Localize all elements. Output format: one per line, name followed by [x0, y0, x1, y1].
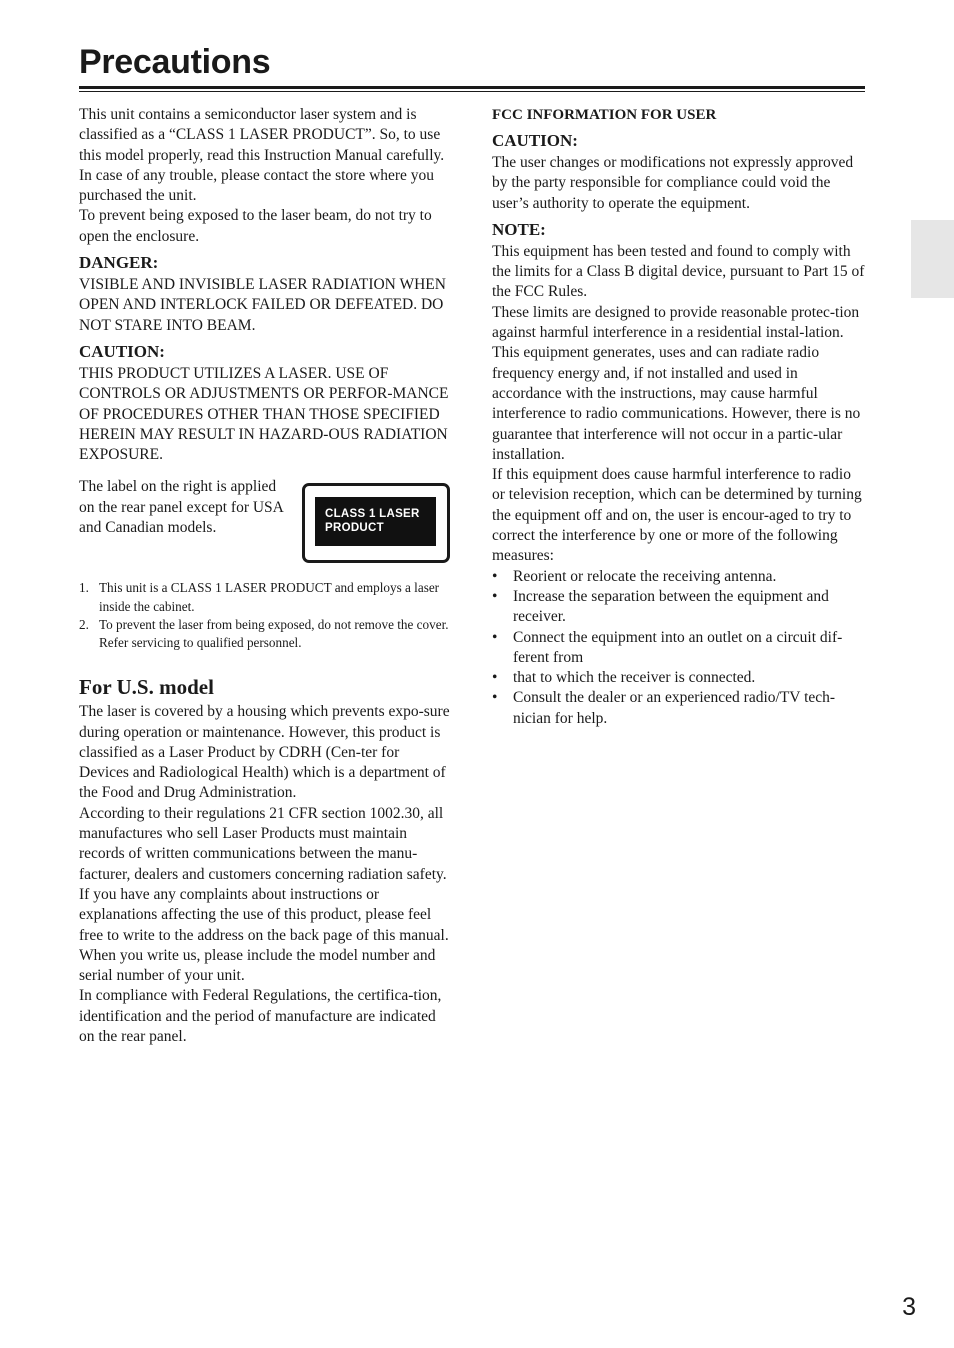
fcc-note-paragraph-2: These limits are designed to provide reasonable protec-tion against harmful interference in a residential instal-lation. This equipment generates, uses and can radiate radio frequency energy and, if not installed and used in accordance with the instructions, may cause harmful interference to radio communications. However, there is no guarantee that interference will not occur in a partic-ular installation. [492, 303, 861, 463]
list-item-text: To prevent the laser from being exposed, do not remove the cover. Refer servicing to qualified personnel. [99, 616, 449, 651]
fcc-measures-list [492, 567, 866, 729]
list-item-text: This unit is a CLASS 1 LASER PRODUCT and employs a laser inside the cabinet. [99, 580, 440, 614]
danger-text: VISIBLE AND INVISIBLE LASER RADIATION WHEN OPEN AND INTERLOCK FAILED OR DEFEATED. DO NOT STARE INTO BEAM. [79, 276, 446, 334]
list-item-text: that to which the receiver is connected. [513, 669, 756, 687]
list-item [79, 616, 453, 652]
fcc-caution-heading: CAUTION: [492, 131, 578, 150]
list-item [492, 688, 866, 729]
list-item-text: Reorient or relocate the receiving antenna. [513, 567, 777, 585]
title-rule-thick [79, 86, 865, 89]
fcc-note-heading: NOTE: [492, 219, 546, 239]
list-item-number: 2. [79, 616, 89, 632]
bullet-icon: • [492, 628, 498, 646]
left-column [79, 105, 453, 1047]
us-model-paragraph-2: According to their regulations 21 CFR section 1002.30, all manufactures who sell Laser Products must maintain records of written communications between the manu-facturer, dealers and customers concerning radiation safety. If you have any complaints about instructions or explanations affecting the use of this product, please feel free to write to the address on the back page of this manual. When you write us, please include the model number and serial number of your unit. [79, 804, 449, 985]
list-item-text: Increase the separation between the equipment and receiver. [513, 587, 829, 626]
fcc-caution-text: The user changes or modifications not expressly approved by the party responsible for compliance could void the user’s authority to operate the equipment. [492, 154, 854, 212]
laser-label-section [79, 477, 453, 573]
list-item [492, 668, 866, 688]
bullet-icon: • [492, 669, 498, 687]
us-model-heading: For U.S. model [79, 675, 214, 700]
danger-heading: DANGER: [79, 253, 159, 273]
list-item [492, 587, 866, 628]
laser-label-line1: CLASS 1 LASER [325, 508, 420, 521]
list-item-text: Consult the dealer or an experienced radio/TV tech-nician for help. [513, 689, 836, 727]
us-model-paragraph-3: In compliance with Federal Regulations, the certifica-tion, identification and the period of manufacture are indicated on the rear panel. [79, 987, 442, 1046]
title-rule-thin [79, 91, 865, 92]
list-item [492, 567, 866, 587]
us-model-paragraph-1: The laser is covered by a housing which prevents expo-sure during operation or maintenance. However, this product is classified as a Laser Product by CDRH (Cen-ter for Devices and Radiological Health) which is a department of the Food and Drug Administration. [79, 703, 450, 802]
fcc-note-paragraph-3: If this equipment does cause harmful interference to radio or television reception, which can be determined by turning the equipment off and on, the user is encour-aged to try to correct the interference by one or more of the following measures: [492, 466, 862, 565]
right-column [492, 105, 866, 729]
fcc-heading: FCC INFORMATION FOR USER [492, 107, 717, 123]
laser-label-line2: PRODUCT [325, 522, 384, 535]
intro-warning-paragraph: To prevent being exposed to the laser beam, do not try to open the enclosure. [79, 207, 432, 245]
laser-label-plate [315, 497, 436, 546]
label-note: The label on the right is applied on the rear panel except for USA and Canadian models. [79, 478, 284, 537]
list-item [79, 579, 453, 615]
list-item-number: 1. [79, 580, 89, 596]
page-number: 3 [902, 1293, 916, 1321]
list-item-text: Connect the equipment into an outlet on a circuit dif-ferent from [513, 628, 843, 666]
bullet-icon: • [492, 567, 498, 585]
fcc-note-paragraph-1: This equipment has been tested and found to comply with the limits for a Class B digital device, pursuant to Part 15 of the FCC Rules. [492, 242, 865, 301]
caution-heading: CAUTION: [79, 341, 165, 361]
section-tab-marker [911, 220, 954, 298]
list-item [492, 628, 866, 669]
caution-text: THIS PRODUCT UTILIZES A LASER. USE OF CONTROLS OR ADJUSTMENTS OR PERFOR-MANCE OF PROCEDURES OTHER THAN THOSE SPECIFIED HEREIN MAY RESULT IN HAZARD-OUS RADIATION EXPOSURE. [79, 364, 449, 464]
intro-paragraph: This unit contains a semiconductor laser system and is classified as a “CLASS 1 LASER PRODUCT”. So, to use this model properly, read this Instruction Manual carefully. In case of any trouble, please contact the store where you purchased the unit. [79, 106, 445, 205]
bullet-icon: • [492, 587, 498, 605]
bullet-icon: • [492, 689, 498, 707]
class1-laser-label [302, 483, 450, 563]
laser-notes-list [79, 579, 453, 652]
page-title: Precautions [79, 43, 271, 81]
